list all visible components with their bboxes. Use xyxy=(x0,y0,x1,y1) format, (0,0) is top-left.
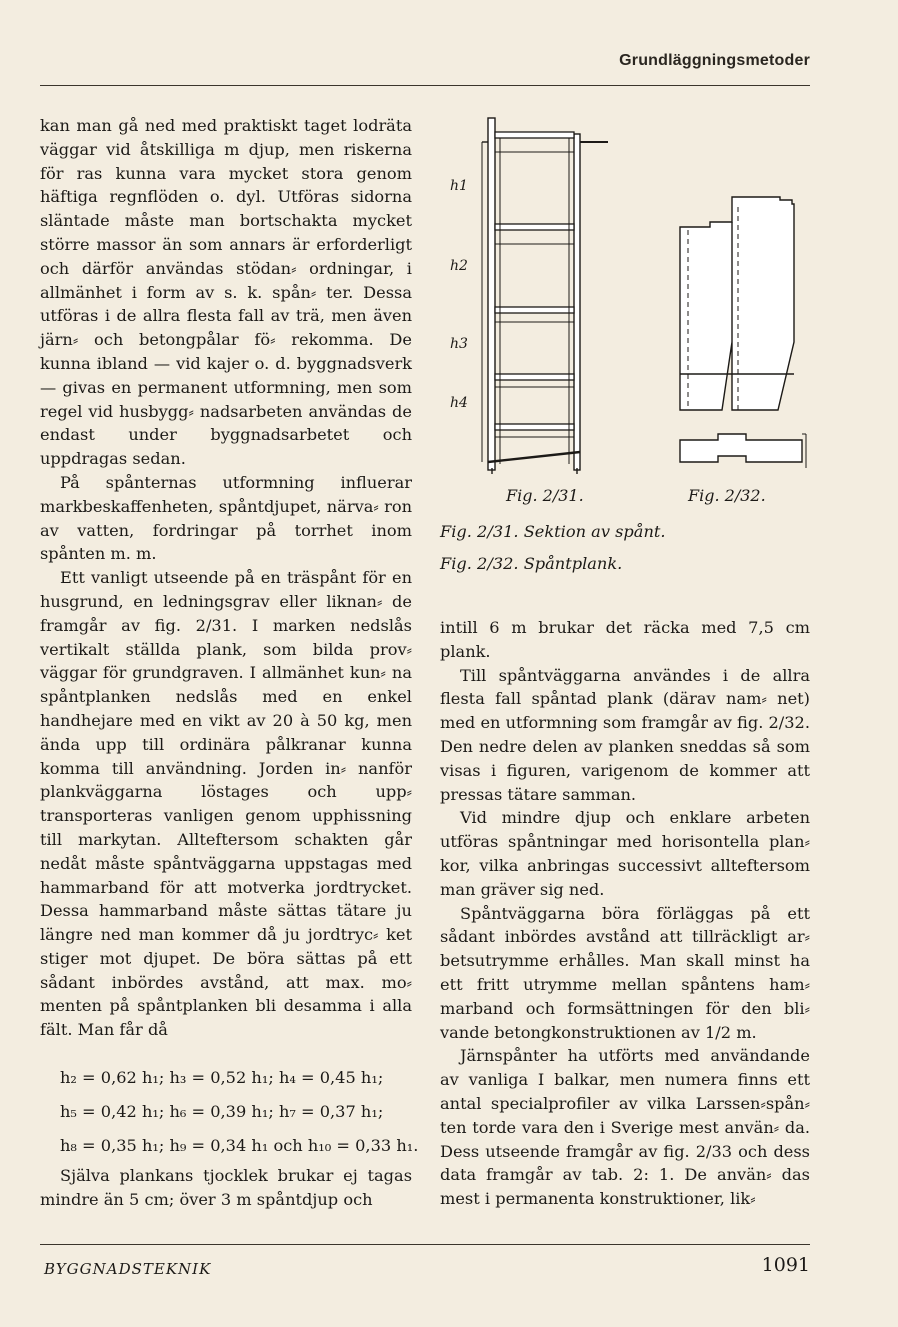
fig-231-label: Fig. 2/31. xyxy=(506,486,584,505)
paragraph: Järnspånter ha utförts med användande av vanliga I balkar, men numera finns ett antal specialprofiler av vilka Larssen⸗spån⸗ ten torde vara den i Sverige mest använ⸗ da. Dess utseende framgår av fig. 2/33 och dess data framgår av tab. 2: 1. De använ⸗ das mest i permanenta konstruktioner, lik⸗ xyxy=(440,1046,810,1209)
formula-line: h₈ = 0,35 h₁; h₉ = 0,34 h₁ och h₁₀ = 0,33 h₁. xyxy=(60,1136,419,1155)
h1-label: h1 xyxy=(450,178,468,194)
h2-label: h2 xyxy=(450,258,468,274)
paragraph: Spåntväggarna böra förläggas på ett sådant inbördes avstånd att tillräckligt ar⸗ betsutrymme erhålles. Man skall minst ha ett fritt utrymme mellan spåntens ham⸗ marband och formsättningen för den bli⸗ vande betongkonstruktionen av 1/2 m. xyxy=(440,903,810,1042)
fig-231-caption: Fig. 2/31. Sektion av spånt. xyxy=(440,522,666,541)
fig-232-label: Fig. 2/32. xyxy=(688,486,766,505)
footer-rule xyxy=(40,1244,810,1245)
paragraph: kan man gå ned med praktiskt taget lodräta väggar vid åtskilliga m djup, men riskerna för ras kunna vara mycket stora genom häftiga regnflöden o. dyl. Utföras sidorna släntade måste man bortschakta mycket större massor än som annars är erforderligt och därför användas stödan⸗ ordningar, i allmänhet i form av s. k. spån⸗ ter. Dessa utföras i de allra flesta fall av trä, men även järn⸗ och betongpålar fö⸗ rekomma. De kunna ibland — vid kajer o. d. byggnadsverk — givas en permanent utformning, men som regel vid husbygg⸗ nadsarbeten användas de endast under byggnadsarbetet och uppdragas sedan. xyxy=(40,116,412,469)
running-header: Grundläggningsmetoder xyxy=(619,52,810,69)
right-column xyxy=(440,616,810,1211)
h3-label: h3 xyxy=(450,336,468,352)
formula-block xyxy=(60,1061,420,1163)
h4-label: h4 xyxy=(450,395,468,411)
paragraph: intill 6 m brukar det räcka med 7,5 cm plank. xyxy=(440,618,810,661)
formula-line: h₅ = 0,42 h₁; h₆ = 0,39 h₁; h₇ = 0,37 h₁; xyxy=(60,1102,384,1121)
fig-231-drawing xyxy=(482,118,608,474)
formula-line: h₂ = 0,62 h₁; h₃ = 0,52 h₁; h₄ = 0,45 h₁; xyxy=(60,1068,384,1087)
journal-name: BYGGNADSTEKNIK xyxy=(44,1260,212,1278)
left-column xyxy=(40,114,412,1042)
fig-232-drawing xyxy=(680,197,806,468)
figure-area xyxy=(440,112,820,505)
paragraph: Ett vanligt utseende på en träspånt för en husgrund, en ledningsgrav eller liknan⸗ de framgår av fig. 2/31. I marken nedslås vertikalt ställda plank, som bilda prov⸗ väggar för grundgraven. I allmänhet kun⸗ na spåntplanken nedslås med en enkel handhejare med en vikt av 20 à 50 kg, men ända upp till ordinära pålkranar kunna komma till användning. Jorden in⸗ nanför plankväggarna löstages och upp⸗ transporteras vanligen genom upphissning till markytan. Allteftersom schakten går nedåt måste spåntväggarna uppstagas med hammarband för att motverka jordtrycket. Dessa hammarband måste sättas tätare ju längre ned man kommer då ju jordtryc⸗ ket stiger mot djupet. De böra sättas på ett sådant inbördes avstånd, att max. mo⸗ menten på spåntplanken bli desamma i alla fält. Man får då xyxy=(40,568,412,1040)
fig-232-caption: Fig. 2/32. Spåntplank. xyxy=(440,554,623,573)
paragraph: Själva plankans tjocklek brukar ej tagas mindre än 5 cm; över 3 m spåntdjup och xyxy=(40,1166,412,1209)
page-number: 1091 xyxy=(761,1254,810,1276)
paragraph: Vid mindre djup och enklare arbeten utföras spåntningar med horisontella plan⸗ kor, vilka anbringas successivt allteftersom man gräver sig ned. xyxy=(440,808,810,899)
header-rule xyxy=(40,85,810,86)
paragraph: Till spåntväggarna användes i de allra flesta fall spåntad plank (därav nam⸗ net) med en utformning som framgår av fig. 2/32. Den nedre delen av planken sneddas så som visas i figuren, varigenom de kommer att pressas tätare samman. xyxy=(440,665,810,804)
figure-drawings xyxy=(440,112,820,492)
paragraph: På spånternas utformning influerar markbeskaffenheten, spåntdjupet, närva⸗ ron av vatten, fordringar på torrhet inom spånten m. m. xyxy=(40,472,412,564)
left-column-end xyxy=(40,1164,412,1212)
